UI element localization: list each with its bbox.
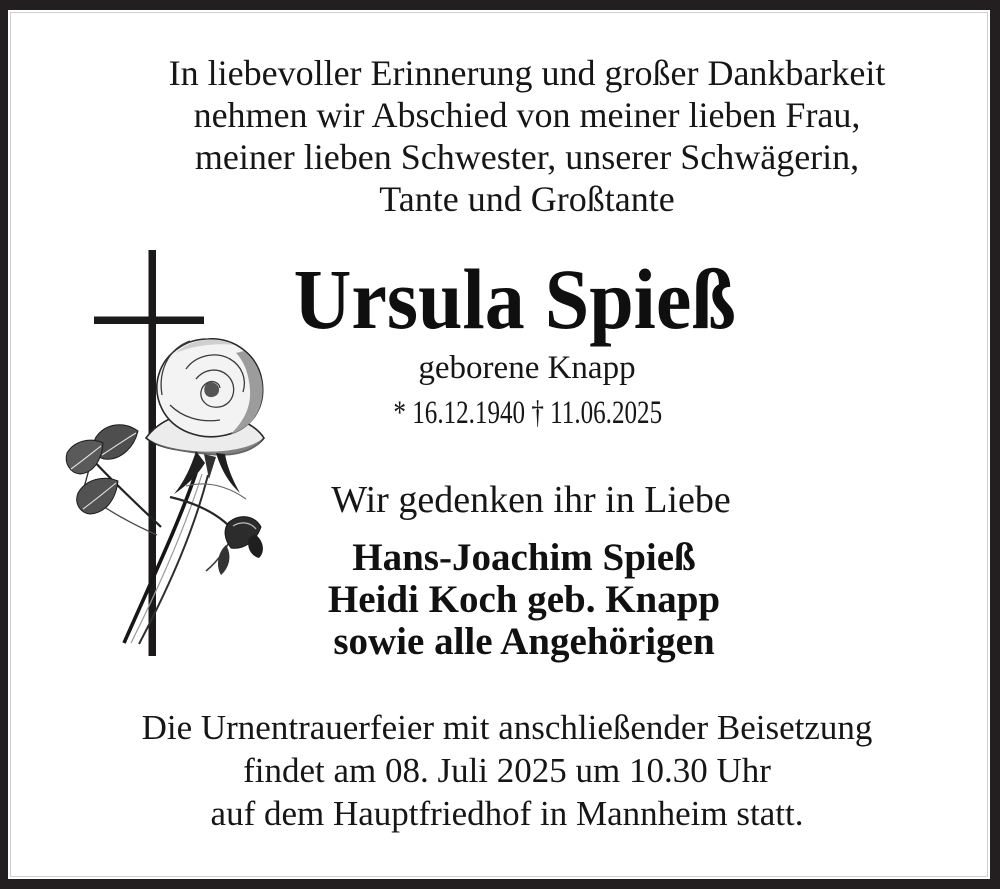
maiden-name: geborene Knapp [418,350,636,386]
mourner-name: Heidi Koch geb. Knapp [327,578,721,621]
life-dates-text: * 16.12.1940 † 11.06.2025 [393,395,663,431]
funeral-line: Die Urnentrauerfeier mit anschließender Beisetzung [141,708,873,747]
life-dates [56,397,1000,430]
mourner-name: Hans-Joachim Spieß [352,536,696,579]
mourner-name: sowie alle Angehörigen [333,620,715,663]
deceased-name [30,251,1000,347]
intro-line: meiner lieben Schwester, unserer Schwägerin, [194,137,860,177]
remembrance-line: Wir gedenken ihr in Liebe [331,479,731,521]
intro-text [54,52,1000,220]
funeral-info [14,706,1000,835]
funeral-line: auf dem Hauptfriedhof in Mannheim statt. [210,794,804,833]
intro-line: nehmen wir Abschied von meiner lieben Frau, [193,95,861,135]
deceased-name-text: Ursula Spieß [293,251,737,347]
mourners-list [48,537,1000,663]
intro-line: In liebevoller Erinnerung und großer Dankbarkeit [168,53,886,93]
intro-line: Tante und Großtante [379,179,675,219]
funeral-line: findet am 08. Juli 2025 um 10.30 Uhr [243,751,771,790]
